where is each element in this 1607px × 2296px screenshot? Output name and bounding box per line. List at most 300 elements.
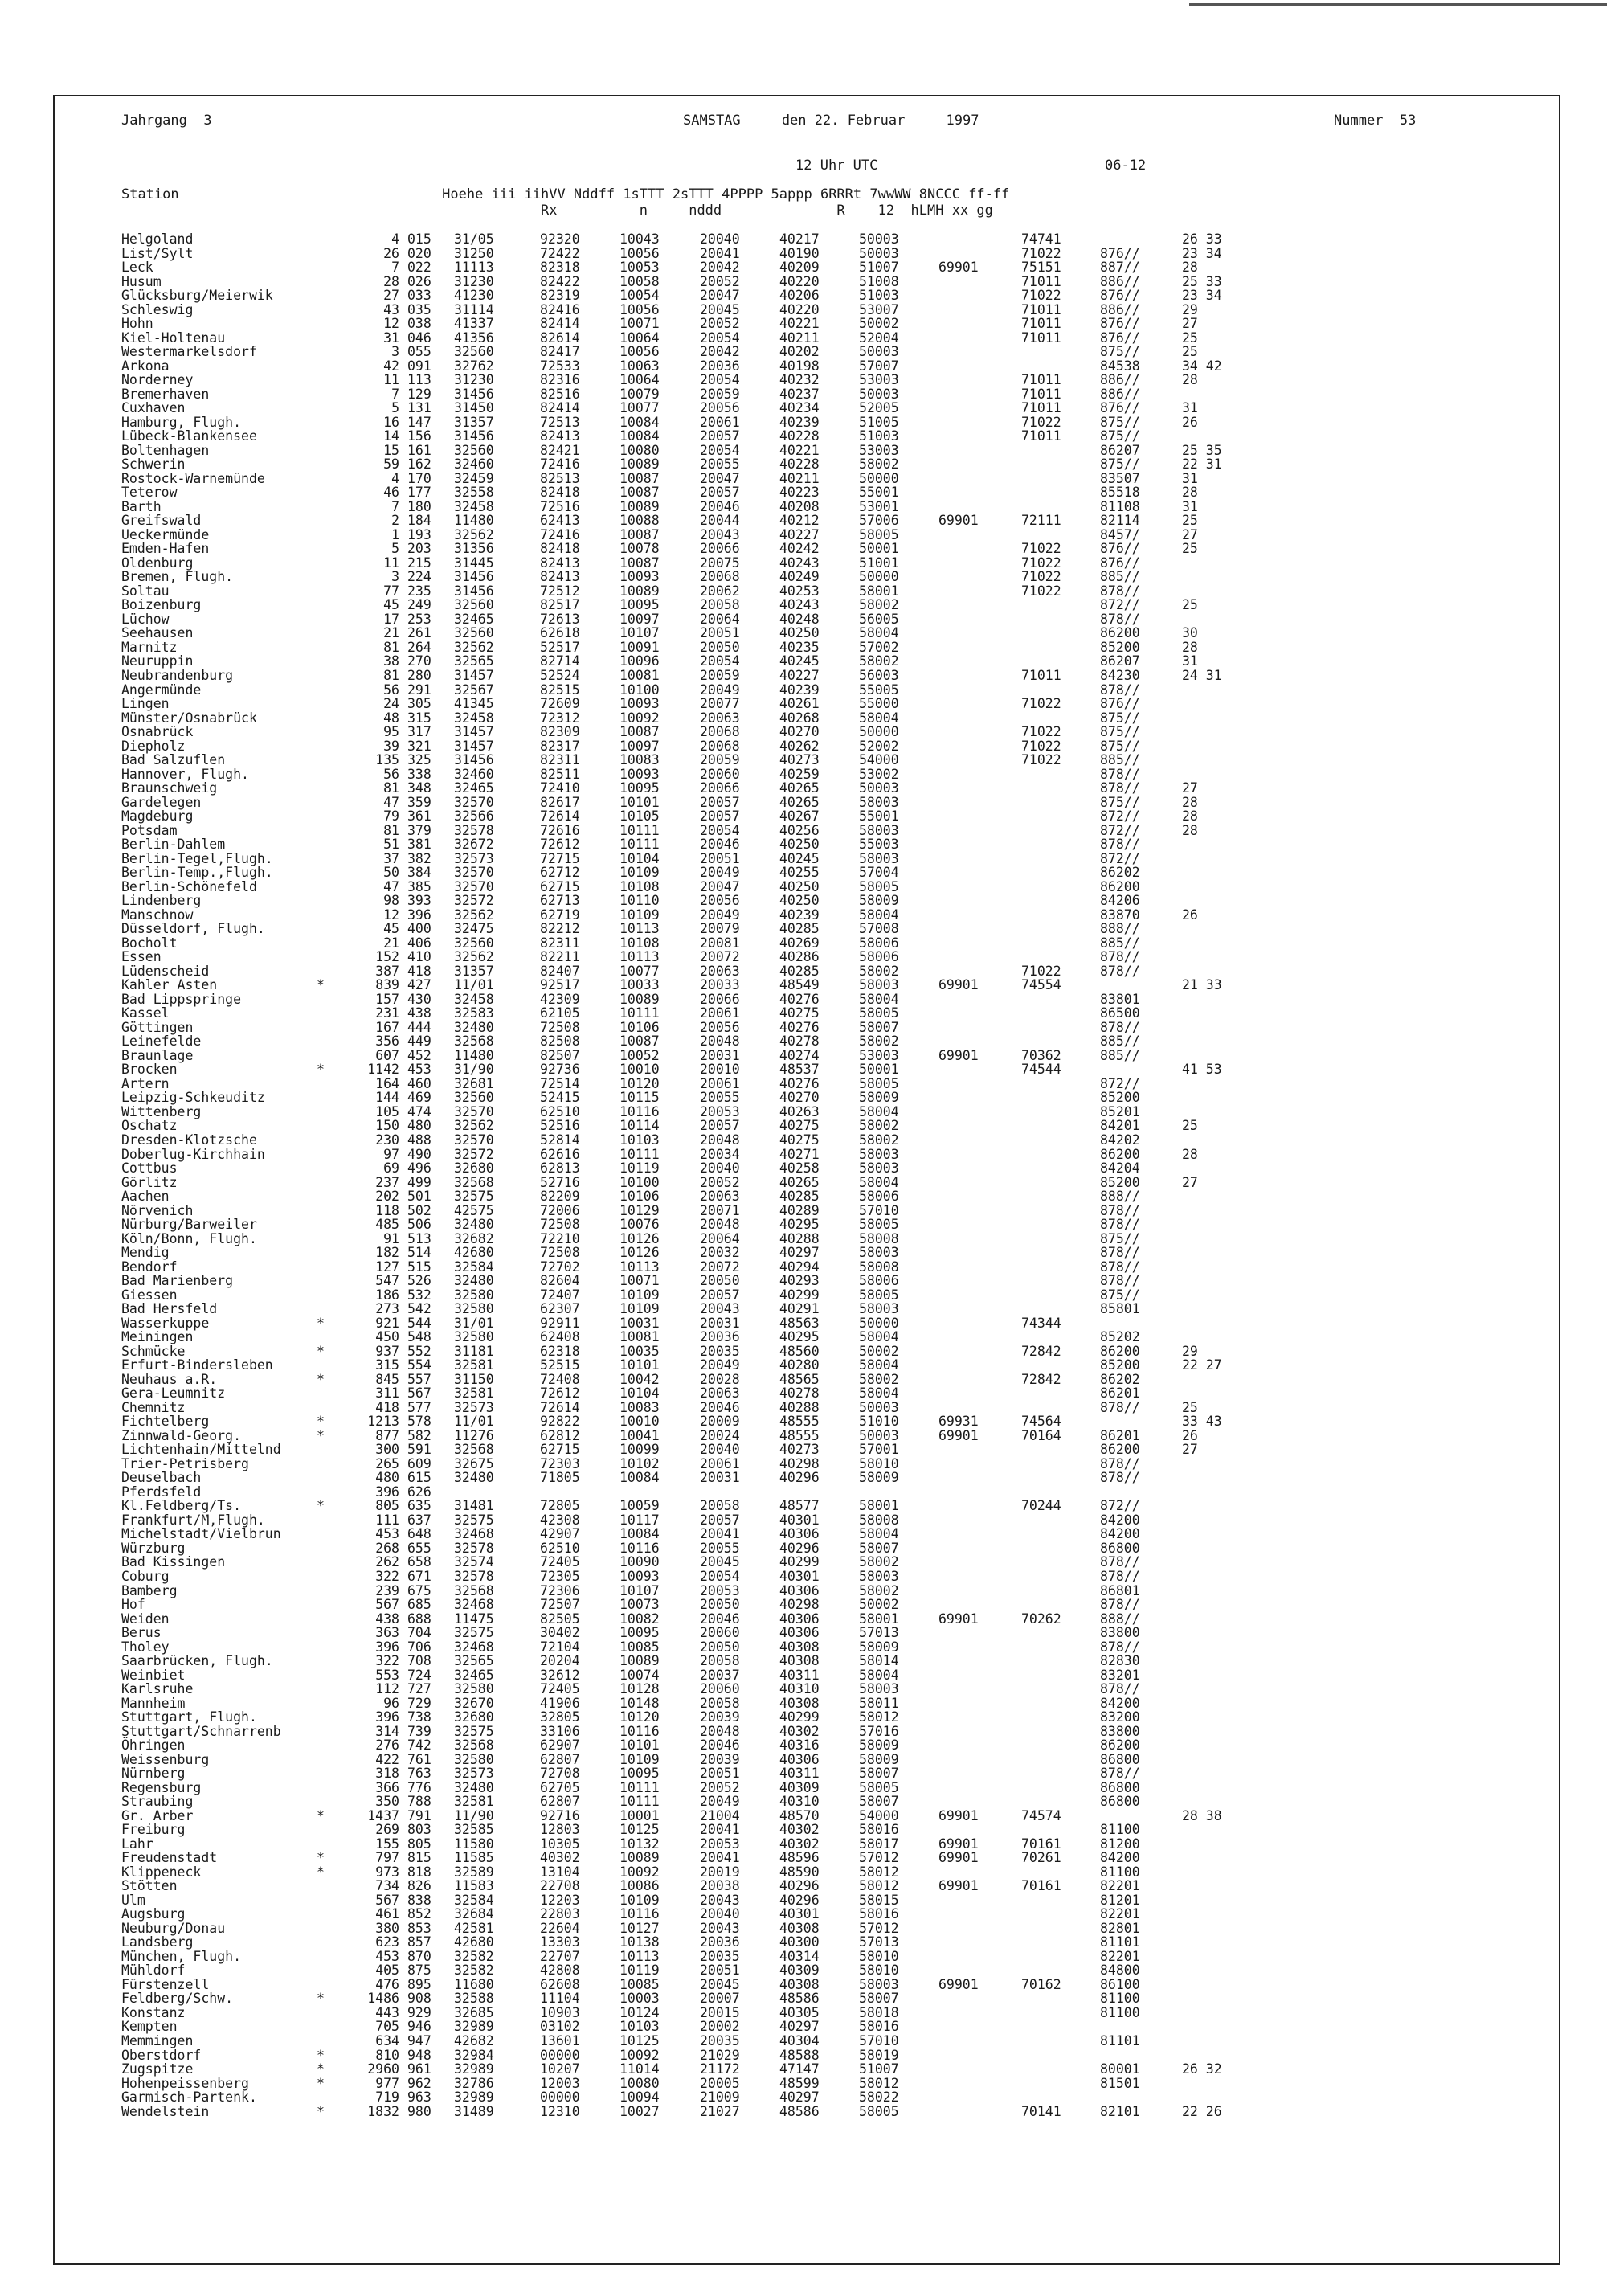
iihvv: 32562 — [454, 526, 494, 542]
iii: 147 — [407, 414, 431, 430]
hoehe: 81 — [383, 780, 399, 796]
group-4: 40296 — [779, 1470, 820, 1486]
group-8: 81101 — [1100, 1934, 1140, 1950]
group-2: 20057 — [700, 808, 740, 825]
nddff: 03102 — [540, 2019, 580, 2035]
group-5: 58005 — [859, 1217, 899, 1233]
group-8: 885// — [1100, 752, 1140, 768]
hoehe: 705 — [375, 2019, 399, 2035]
table-row — [121, 1443, 1327, 1457]
nddff: 62712 — [540, 865, 580, 881]
hoehe: 418 — [375, 1399, 399, 1415]
table-row — [121, 359, 1327, 374]
hoehe: 1437 — [367, 1807, 399, 1823]
ff-ff: 26 33 — [1182, 231, 1222, 247]
nddff: 82604 — [540, 1273, 580, 1289]
iihvv: 32573 — [454, 1766, 494, 1782]
nddff: 72408 — [540, 1371, 580, 1387]
iii: 015 — [407, 231, 431, 247]
group-8: 878// — [1100, 1202, 1140, 1218]
nddff: 72614 — [540, 1399, 580, 1415]
iihvv: 32458 — [454, 710, 494, 726]
ff-ff: 28 — [1182, 372, 1198, 388]
group-5: 58015 — [859, 1892, 899, 1908]
group-4: 48565 — [779, 1371, 820, 1387]
group-8: 82201 — [1100, 1906, 1140, 1922]
group-5: 58007 — [859, 1766, 899, 1782]
station-name: Oberstdorf — [121, 2047, 202, 2063]
iii: 162 — [407, 456, 431, 473]
hoehe: 12 — [383, 907, 399, 923]
iihvv: 32562 — [454, 639, 494, 655]
iihvv: 32989 — [454, 2019, 494, 2035]
group-8: 878// — [1100, 681, 1140, 698]
table-row — [121, 1823, 1327, 1837]
station-name: Leinefelde — [121, 1033, 202, 1050]
iii: 444 — [407, 1019, 431, 1035]
nddff: 62907 — [540, 1737, 580, 1754]
table-row — [121, 1598, 1327, 1612]
iii: 544 — [407, 1315, 431, 1331]
station-name: Münster/Osnabrück — [121, 710, 257, 726]
group-4: 48596 — [779, 1850, 820, 1866]
group-7: 74544 — [1021, 1062, 1061, 1078]
group-1: 10003 — [619, 1991, 660, 2007]
group-5: 58004 — [859, 1103, 899, 1119]
iihvv: 11/90 — [454, 1807, 494, 1823]
station-name: Kiel-Holtenau — [121, 329, 226, 346]
group-2: 20040 — [700, 1160, 740, 1177]
group-5: 58006 — [859, 1189, 899, 1205]
table-row — [121, 922, 1327, 936]
group-1: 10119 — [619, 1962, 660, 1979]
group-2: 20059 — [700, 386, 740, 402]
group-1: 10095 — [619, 1766, 660, 1782]
hoehe: 97 — [383, 1146, 399, 1162]
hoehe: 366 — [375, 1779, 399, 1795]
group-1: 10052 — [619, 1047, 660, 1063]
group-4: 48555 — [779, 1414, 820, 1430]
hoehe: 81 — [383, 822, 399, 838]
group-8: 886// — [1100, 372, 1140, 388]
hoehe: 47 — [383, 878, 399, 894]
hoehe: 396 — [375, 1639, 399, 1655]
iihvv: 42680 — [454, 1934, 494, 1950]
group-1: 10081 — [619, 1329, 660, 1345]
group-1: 10091 — [619, 639, 660, 655]
table-row — [121, 1148, 1327, 1162]
nddff: 52716 — [540, 1174, 580, 1190]
ff-ff: 22 31 — [1182, 456, 1222, 473]
iihvv: 42581 — [454, 1920, 494, 1936]
group-2: 20049 — [700, 865, 740, 881]
group-5: 50001 — [859, 541, 899, 557]
group-8: 86100 — [1100, 1976, 1140, 1992]
station-name: Leck — [121, 260, 153, 276]
group-1: 10104 — [619, 1385, 660, 1402]
group-1: 10083 — [619, 752, 660, 768]
hoehe: 17 — [383, 611, 399, 627]
group-2: 20037 — [700, 1667, 740, 1683]
nddff: 72613 — [540, 611, 580, 627]
hoehe: 43 — [383, 301, 399, 317]
ff-ff: 24 31 — [1182, 667, 1222, 683]
hoehe: 1213 — [367, 1414, 399, 1430]
group-8: 84204 — [1100, 1160, 1140, 1177]
iii: 513 — [407, 1230, 431, 1246]
iii: 738 — [407, 1709, 431, 1725]
group-5: 58005 — [859, 2103, 899, 2119]
station-name: Braunschweig — [121, 780, 218, 796]
group-8: 86200 — [1100, 625, 1140, 641]
group-5: 58007 — [859, 1019, 899, 1035]
iii: 803 — [407, 1822, 431, 1838]
hoehe: 5 — [391, 400, 399, 416]
group-8: 872// — [1100, 822, 1140, 838]
nddff: 82414 — [540, 400, 580, 416]
group-4: 40273 — [779, 752, 820, 768]
group-5: 57013 — [859, 1625, 899, 1641]
group-8: 875// — [1100, 1230, 1140, 1246]
group-5: 58001 — [859, 583, 899, 599]
hoehe: 547 — [375, 1273, 399, 1289]
iii: 382 — [407, 850, 431, 866]
station-name: Husum — [121, 273, 162, 289]
iii: 035 — [407, 301, 431, 317]
group-5: 58012 — [859, 2075, 899, 2091]
iihvv: 32480 — [454, 1779, 494, 1795]
group-4: 40294 — [779, 1259, 820, 1275]
nddff: 82311 — [540, 935, 580, 951]
group-2: 20063 — [700, 963, 740, 979]
iihvv: 31357 — [454, 963, 494, 979]
iii: 321 — [407, 738, 431, 754]
group-4: 40209 — [779, 260, 820, 276]
nddff: 92517 — [540, 977, 580, 993]
iihvv: 32460 — [454, 766, 494, 782]
group-5: 58002 — [859, 1371, 899, 1387]
group-8: 885// — [1100, 1047, 1140, 1063]
group-2: 20055 — [700, 1540, 740, 1556]
group-7: 74741 — [1021, 231, 1061, 247]
group-4: 48586 — [779, 2103, 820, 2119]
table-row — [121, 2020, 1327, 2034]
table-row — [121, 2006, 1327, 2020]
iii: 980 — [407, 2103, 431, 2119]
station-name: Osnabrück — [121, 724, 194, 740]
ff-ff: 25 — [1182, 1118, 1198, 1134]
hoehe: 567 — [375, 1892, 399, 1908]
table-row — [121, 1176, 1327, 1190]
table-row — [121, 2090, 1327, 2105]
nddff: 82617 — [540, 794, 580, 810]
table-row — [121, 528, 1327, 542]
group-7: 71011 — [1021, 428, 1061, 444]
nddff: 72508 — [540, 1019, 580, 1035]
mountain-marker: * — [317, 1315, 325, 1331]
station-name: Landsberg — [121, 1934, 194, 1950]
group-8: 878// — [1100, 1019, 1140, 1035]
group-8: 878// — [1100, 1639, 1140, 1655]
hoehe: 16 — [383, 414, 399, 430]
hoehe: 2960 — [367, 2061, 399, 2077]
group-1: 10074 — [619, 1667, 660, 1683]
jahrgang-label: Jahrgang 3 — [121, 113, 212, 129]
group-8: 86202 — [1100, 865, 1140, 881]
group-8: 888// — [1100, 1610, 1140, 1627]
iii: 215 — [407, 555, 431, 571]
group-6: 69901 — [938, 260, 979, 276]
group-5: 58005 — [859, 878, 899, 894]
station-name: Gr. Arber — [121, 1807, 194, 1823]
table-row — [121, 1414, 1327, 1429]
iii: 046 — [407, 329, 431, 346]
station-name: Arkona — [121, 358, 170, 374]
group-4: 40308 — [779, 1653, 820, 1669]
station-name: Wasserkuppe — [121, 1315, 210, 1331]
group-8: 878// — [1100, 1681, 1140, 1697]
iii: 427 — [407, 977, 431, 993]
station-name: Pferdsfeld — [121, 1484, 202, 1500]
group-4: 40310 — [779, 1794, 820, 1810]
station-name: Konstanz — [121, 2004, 186, 2020]
group-1: 10031 — [619, 1315, 660, 1331]
nddff: 20204 — [540, 1653, 580, 1669]
iii: 161 — [407, 442, 431, 458]
iii: 506 — [407, 1217, 431, 1233]
iii: 515 — [407, 1259, 431, 1275]
group-1: 10043 — [619, 231, 660, 247]
group-4: 40301 — [779, 1906, 820, 1922]
group-6: 69901 — [938, 1610, 979, 1627]
group-2: 20045 — [700, 1554, 740, 1570]
group-4: 40298 — [779, 1597, 820, 1613]
iihvv: 32480 — [454, 1470, 494, 1486]
iii: 514 — [407, 1245, 431, 1261]
group-8: 878// — [1100, 766, 1140, 782]
table-row — [121, 1246, 1327, 1260]
nddff: 72303 — [540, 1455, 580, 1471]
group-1: 10081 — [619, 667, 660, 683]
group-8: 872// — [1100, 850, 1140, 866]
group-2: 20036 — [700, 358, 740, 374]
hoehe: 56 — [383, 766, 399, 782]
group-5: 51005 — [859, 414, 899, 430]
group-2: 20031 — [700, 1470, 740, 1486]
group-8: 872// — [1100, 808, 1140, 825]
mountain-marker: * — [317, 2047, 325, 2063]
nddff: 72507 — [540, 1597, 580, 1613]
group-4: 40250 — [779, 625, 820, 641]
group-2: 21172 — [700, 2061, 740, 2077]
group-1: 10056 — [619, 245, 660, 261]
nddff: 10305 — [540, 1836, 580, 1852]
group-5: 55001 — [859, 485, 899, 501]
group-7: 71011 — [1021, 329, 1061, 346]
nddff: 62715 — [540, 878, 580, 894]
group-7: 70244 — [1021, 1498, 1061, 1514]
iihvv: 31489 — [454, 2103, 494, 2119]
group-6: 69901 — [938, 1807, 979, 1823]
table-row — [121, 1527, 1327, 1541]
iihvv: 32682 — [454, 1230, 494, 1246]
station-name: Gardelegen — [121, 794, 202, 810]
group-1: 10092 — [619, 1864, 660, 1880]
group-6: 69901 — [938, 1850, 979, 1866]
iii: 532 — [407, 1287, 431, 1303]
group-1: 10087 — [619, 485, 660, 501]
group-1: 10035 — [619, 1343, 660, 1359]
hoehe: 45 — [383, 597, 399, 613]
nddff: 12003 — [540, 2075, 580, 2091]
group-4: 40258 — [779, 1160, 820, 1177]
group-5: 58001 — [859, 1498, 899, 1514]
hoehe: 438 — [375, 1610, 399, 1627]
hoehe: 7 — [391, 386, 399, 402]
table-row — [121, 1654, 1327, 1668]
group-5: 58004 — [859, 1329, 899, 1345]
station-name: Marnitz — [121, 639, 178, 655]
ff-ff: 23 34 — [1182, 245, 1222, 261]
group-2: 20057 — [700, 428, 740, 444]
group-2: 20056 — [700, 400, 740, 416]
group-5: 58002 — [859, 653, 899, 669]
table-row — [121, 1330, 1327, 1344]
group-7: 70161 — [1021, 1878, 1061, 1894]
mountain-marker: * — [317, 1414, 325, 1430]
station-name: Berlin-Dahlem — [121, 837, 226, 853]
nddff: 72410 — [540, 780, 580, 796]
station-name: Göttingen — [121, 1019, 194, 1035]
group-1: 10095 — [619, 780, 660, 796]
iihvv: 32560 — [454, 597, 494, 613]
hoehe: 300 — [375, 1442, 399, 1458]
station-name: Dresden-Klotzsche — [121, 1132, 257, 1148]
group-5: 58003 — [859, 977, 899, 993]
station-name: Greifswald — [121, 513, 202, 529]
group-5: 51007 — [859, 2061, 899, 2077]
ff-ff: 26 — [1182, 907, 1198, 923]
group-8: 85801 — [1100, 1301, 1140, 1317]
group-4: 40297 — [779, 1245, 820, 1261]
group-1: 10097 — [619, 738, 660, 754]
group-5: 57008 — [859, 921, 899, 937]
nddff: 62713 — [540, 893, 580, 909]
group-5: 50002 — [859, 1343, 899, 1359]
ff-ff: 31 — [1182, 653, 1198, 669]
station-name: Zugspitze — [121, 2061, 194, 2077]
group-2: 20052 — [700, 1779, 740, 1795]
ff-ff: 27 — [1182, 780, 1198, 796]
group-7: 71022 — [1021, 288, 1061, 304]
group-8: 878// — [1100, 1470, 1140, 1486]
group-2: 20040 — [700, 1442, 740, 1458]
group-8: 83800 — [1100, 1723, 1140, 1739]
hoehe: 363 — [375, 1625, 399, 1641]
group-4: 40250 — [779, 878, 820, 894]
group-2: 20057 — [700, 1118, 740, 1134]
group-1: 10117 — [619, 1512, 660, 1528]
group-1: 10071 — [619, 1273, 660, 1289]
group-4: 40297 — [779, 2089, 820, 2106]
hoehe: 937 — [375, 1343, 399, 1359]
mountain-marker: * — [317, 2075, 325, 2091]
group-2: 20039 — [700, 1709, 740, 1725]
group-2: 20058 — [700, 1695, 740, 1711]
station-name: Teterow — [121, 485, 178, 501]
nddff: 42308 — [540, 1512, 580, 1528]
nddff: 72516 — [540, 498, 580, 514]
group-5: 50000 — [859, 1315, 899, 1331]
table-row — [121, 683, 1327, 698]
iihvv: 32560 — [454, 442, 494, 458]
hoehe: 405 — [375, 1962, 399, 1979]
group-2: 20034 — [700, 1146, 740, 1162]
group-1: 10041 — [619, 1427, 660, 1443]
ff-ff: 22 27 — [1182, 1357, 1222, 1373]
group-8: 8457/ — [1100, 526, 1140, 542]
group-2: 20066 — [700, 541, 740, 557]
iii: 626 — [407, 1484, 431, 1500]
group-2: 20055 — [700, 456, 740, 473]
hoehe: 453 — [375, 1948, 399, 1964]
iihvv: 32581 — [454, 1385, 494, 1402]
station-name: Bremerhaven — [121, 386, 210, 402]
iihvv: 32578 — [454, 1540, 494, 1556]
iihvv: 11480 — [454, 513, 494, 529]
station-name: Cottbus — [121, 1160, 178, 1177]
iii: 338 — [407, 766, 431, 782]
hoehe: 15 — [383, 442, 399, 458]
nddff: 82505 — [540, 1610, 580, 1627]
group-1: 10010 — [619, 1062, 660, 1078]
group-8: 84201 — [1100, 1118, 1140, 1134]
group-1: 10128 — [619, 1681, 660, 1697]
iii: 706 — [407, 1639, 431, 1655]
nddff: 62807 — [540, 1751, 580, 1767]
group-1: 10092 — [619, 2047, 660, 2063]
group-8: 84230 — [1100, 667, 1140, 683]
table-row — [121, 1865, 1327, 1880]
group-2: 20081 — [700, 935, 740, 951]
group-1: 10109 — [619, 1892, 660, 1908]
group-1: 10093 — [619, 569, 660, 585]
hoehe: 810 — [375, 2047, 399, 2063]
iihvv: 32570 — [454, 1103, 494, 1119]
group-4: 40280 — [779, 1357, 820, 1373]
station-name: Bocholt — [121, 935, 178, 951]
group-1: 10010 — [619, 1414, 660, 1430]
table-row — [121, 1837, 1327, 1852]
group-1: 10086 — [619, 1878, 660, 1894]
group-8: 885// — [1100, 935, 1140, 951]
iihvv: 32468 — [454, 1597, 494, 1613]
ff-ff: 28 — [1182, 822, 1198, 838]
group-8: 875// — [1100, 414, 1140, 430]
group-4: 48537 — [779, 1062, 820, 1078]
nddff: 62616 — [540, 1146, 580, 1162]
station-name: Schleswig — [121, 301, 194, 317]
table-row — [121, 837, 1327, 852]
group-1: 10114 — [619, 1118, 660, 1134]
iii: 724 — [407, 1667, 431, 1683]
group-8: 86800 — [1100, 1540, 1140, 1556]
table-row — [121, 1105, 1327, 1119]
station-name: Trier-Petrisberg — [121, 1455, 249, 1471]
station-name: Schmücke — [121, 1343, 186, 1359]
group-8: 876// — [1100, 541, 1140, 557]
group-7: 72111 — [1021, 513, 1061, 529]
